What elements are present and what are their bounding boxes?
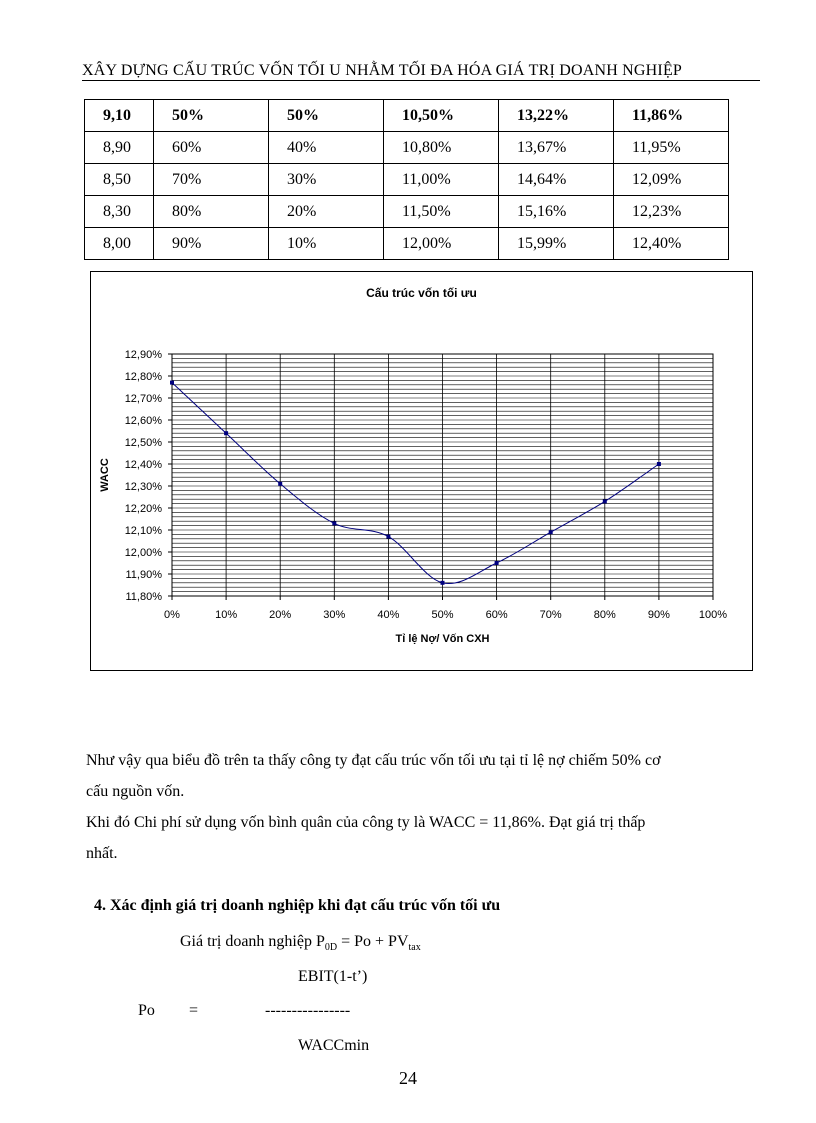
chart-frame [90,271,753,671]
table-cell: 13,67% [499,132,614,164]
table-cell: 11,95% [614,132,729,164]
formula-line [180,933,421,953]
table-cell: 8,30 [85,196,154,228]
data-point [224,431,228,435]
table-cell: 10% [269,228,384,260]
data-point [657,462,661,466]
table-cell: 12,23% [614,196,729,228]
data-point [278,482,282,486]
x-tick-label: 0% [164,609,180,621]
table-cell: 15,16% [499,196,614,228]
table-cell: 80% [154,196,269,228]
table-cell: 10,50% [384,100,499,132]
table-cell: 8,50 [85,164,154,196]
table-cell: 50% [154,100,269,132]
formula-fraction-bar: ---------------- [265,1002,351,1019]
table-cell: 11,86% [614,100,729,132]
x-tick-label: 70% [539,609,562,621]
x-tick-label: 50% [431,609,454,621]
chart-title: Cấu trúc vốn tối ưu [366,286,477,300]
x-tick-label: 100% [698,609,728,621]
table-cell: 15,99% [499,228,614,260]
table-cell: 20% [269,196,384,228]
page-header: XÂY DỰNG CẤU TRÚC VỐN TỐI U NHẰM TỐI ĐA HÓA GIÁ TRỊ DOANH NGHIỆP [82,62,683,79]
table-cell: 13,22% [499,100,614,132]
y-tick-label: 12,50% [124,437,162,449]
data-table [84,99,729,260]
data-point [603,499,607,503]
table-row [85,164,729,196]
formula-subscript: tax [408,942,421,954]
x-tick-label: 20% [269,609,292,621]
table-cell: 8,90 [85,132,154,164]
paragraph-line: Như vậy qua biểu đồ trên ta thấy công ty đạt cấu trúc vốn tối ưu tại tỉ lệ nợ chiếm 50% cơ [86,752,661,769]
y-tick-label: 12,00% [124,547,162,559]
table-cell: 14,64% [499,164,614,196]
page-number: 24 [399,1068,417,1088]
table-cell: 70% [154,164,269,196]
x-axis-label: Tỉ lệ Nợ/ Vốn CXH [395,633,490,645]
data-point [332,521,336,525]
formula-denominator: WACCmin [298,1037,370,1054]
table-cell: 30% [269,164,384,196]
paragraph-line: nhất. [86,845,118,862]
table-cell: 50% [269,100,384,132]
header-rule [82,80,760,81]
x-tick-label: 90% [647,609,670,621]
y-tick-label: 12,80% [124,371,162,383]
formula-text: = Po + PV [337,933,409,950]
x-tick-label: 10% [215,609,238,621]
table-cell: 12,00% [384,228,499,260]
table-cell: 40% [269,132,384,164]
y-tick-label: 12,40% [124,459,162,471]
y-tick-label: 12,20% [124,503,162,515]
y-tick-label: 11,80% [125,591,162,603]
table-cell: 11,50% [384,196,499,228]
data-point [441,581,445,585]
data-point [386,535,390,539]
formula-equals: = [189,1002,199,1019]
formula-numerator: EBIT(1-t’) [298,968,368,985]
formula-text: Giá trị doanh nghiệp P [180,933,325,950]
table-row [85,228,729,260]
table-row [85,132,729,164]
table-cell: 10,80% [384,132,499,164]
x-tick-label: 40% [377,609,400,621]
paragraph-line: Khi đó Chi phí sử dụng vốn bình quân của công ty là WACC = 11,86%. Đạt giá trị thấp [86,814,646,831]
table-cell: 12,40% [614,228,729,260]
table-cell: 12,09% [614,164,729,196]
table-cell: 9,10 [85,100,154,132]
data-point [495,561,499,565]
formula-subscript: 0D [324,942,338,954]
y-tick-label: 12,90% [124,349,162,361]
y-tick-label: 12,30% [124,481,162,493]
formula-lhs: Po [138,1002,155,1019]
table-row [85,100,729,132]
y-tick-label: 11,90% [125,569,162,581]
y-tick-label: 12,70% [124,393,162,405]
x-tick-label: 30% [323,609,346,621]
x-tick-label: 60% [485,609,508,621]
data-point [170,381,174,385]
y-tick-label: 12,10% [124,525,162,537]
y-tick-label: 12,60% [124,415,162,427]
table-cell: 60% [154,132,269,164]
table-cell: 11,00% [384,164,499,196]
paragraph-conclusion [86,745,736,869]
table-row [85,196,729,228]
section-title: 4. Xác định giá trị doanh nghiệp khi đạt cấu trúc vốn tối ưu [94,897,501,914]
table-cell: 8,00 [85,228,154,260]
wacc-chart [91,272,752,670]
paragraph-line: cấu nguồn vốn. [86,783,185,800]
y-axis-label: WACC [99,458,111,492]
x-tick-label: 80% [593,609,616,621]
table-cell: 90% [154,228,269,260]
data-point [549,530,553,534]
